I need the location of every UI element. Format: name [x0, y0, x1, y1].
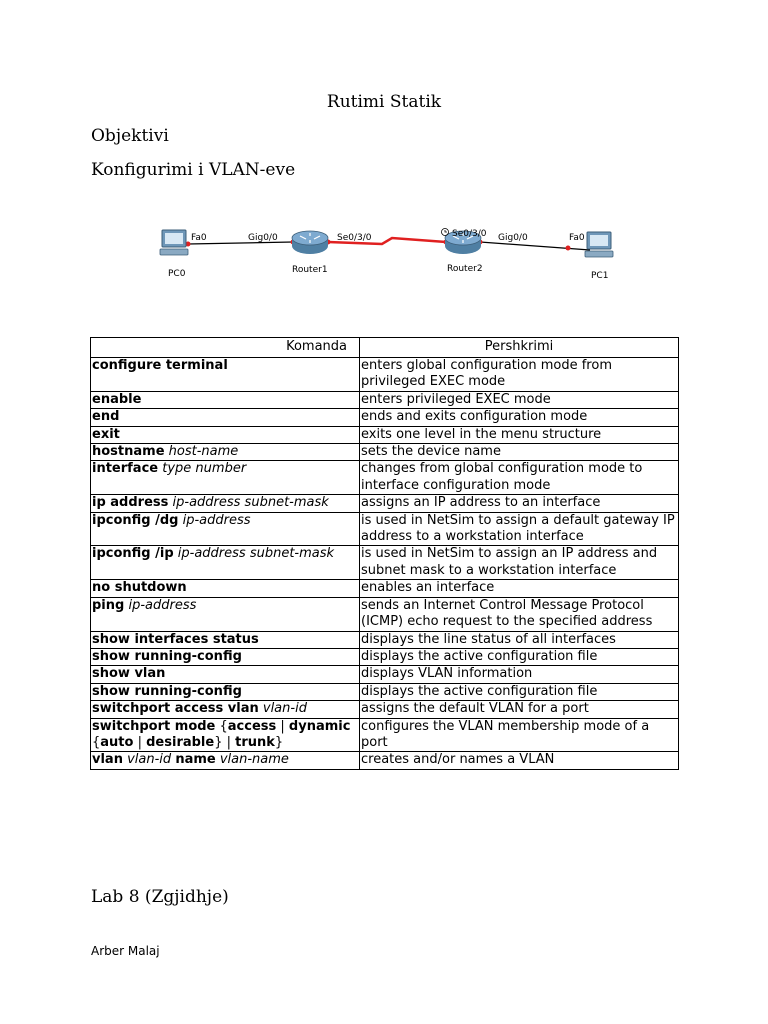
command-cell	[91, 409, 360, 426]
command-table	[90, 337, 679, 770]
pc1-port-label: Fa0	[569, 233, 585, 243]
command-argument: ip-address	[182, 512, 251, 528]
command-cell	[91, 546, 360, 580]
command-cell	[91, 426, 360, 443]
description-cell: enters privileged EXEC mode	[360, 391, 679, 408]
command-keyword: ip address	[92, 495, 169, 511]
pc0-port-label: Fa0	[191, 233, 207, 243]
command-keyword: end	[92, 409, 120, 425]
description-cell: sets the device name	[360, 444, 679, 461]
command-keyword: ping	[92, 597, 125, 613]
command-argument: vlan-id	[262, 701, 307, 717]
command-argument: ip-address	[128, 597, 197, 613]
router1-label: Router1	[292, 265, 328, 275]
table-row	[91, 718, 679, 752]
command-keyword: vlan	[92, 752, 123, 768]
description-cell: displays the line status of all interfaces	[360, 631, 679, 648]
command-cell	[91, 444, 360, 461]
command-argument: vlan-name	[219, 752, 289, 768]
command-cell	[91, 701, 360, 718]
command-keyword: no shutdown	[92, 580, 187, 596]
description-cell: creates and/or names a VLAN	[360, 752, 679, 769]
command-cell	[91, 597, 360, 631]
port-dot	[566, 246, 571, 251]
table-row	[91, 701, 679, 718]
router2-port-right-label: Gig0/0	[498, 233, 528, 243]
table-row	[91, 546, 679, 580]
description-cell: changes from global configuration mode to interface configuration mode	[360, 461, 679, 495]
pc1-label: PC1	[591, 271, 609, 281]
command-argument: ip-address subnet-mask	[177, 546, 335, 562]
command-cell	[91, 495, 360, 512]
command-cell	[91, 580, 360, 597]
description-cell: is used in NetSim to assign a default gateway IP address to a workstation interface	[360, 512, 679, 546]
table-row	[91, 391, 679, 408]
table-row	[91, 752, 679, 769]
router1-port-left-label: Gig0/0	[248, 233, 278, 243]
command-keyword: show interfaces status	[92, 631, 259, 647]
description-cell: displays VLAN information	[360, 666, 679, 683]
router1-port-right-label: Se0/3/0	[337, 233, 372, 243]
table-row	[91, 666, 679, 683]
description-cell: is used in NetSim to assign an IP address and subnet mask to a workstation interface	[360, 546, 679, 580]
column-header-command: Komanda	[91, 338, 360, 358]
router2-port-left-label: Se0/3/0	[452, 229, 487, 239]
command-keyword: enable	[92, 391, 142, 407]
description-cell: sends an Internet Control Message Protocol (ICMP) echo request to the specified address	[360, 597, 679, 631]
command-text: {	[215, 718, 228, 734]
command-cell	[91, 683, 360, 700]
vlan-config-heading: Konfigurimi i VLAN-eve	[91, 160, 296, 180]
router-icon	[292, 231, 328, 254]
command-text: } |	[214, 734, 236, 750]
command-keyword: switchport access vlan	[92, 701, 259, 717]
table-row	[91, 358, 679, 392]
column-header-description: Pershkrimi	[360, 338, 679, 358]
command-cell	[91, 631, 360, 648]
command-table-body	[91, 358, 679, 770]
command-keyword: show running-config	[92, 683, 242, 699]
command-cell	[91, 752, 360, 769]
command-cell	[91, 648, 360, 665]
pc-icon	[160, 230, 188, 255]
command-cell	[91, 512, 360, 546]
command-keyword: interface	[92, 461, 159, 477]
table-row	[91, 512, 679, 546]
table-row	[91, 444, 679, 461]
command-keyword: configure terminal	[92, 358, 228, 373]
command-cell	[91, 461, 360, 495]
description-cell: displays the active configuration file	[360, 648, 679, 665]
command-keyword: desirable	[146, 734, 215, 750]
table-row	[91, 597, 679, 631]
command-keyword: show running-config	[92, 648, 242, 664]
command-keyword: access	[227, 718, 277, 734]
objectives-heading: Objektivi	[91, 126, 169, 146]
author-name: Arber Malaj	[91, 944, 160, 958]
description-cell: ends and exits configuration mode	[360, 409, 679, 426]
ethernet-link-router2-pc1	[480, 242, 590, 250]
clock-icon	[442, 229, 449, 236]
description-cell: exits one level in the menu structure	[360, 426, 679, 443]
description-cell: displays the active configuration file	[360, 683, 679, 700]
command-keyword: dynamic	[288, 718, 351, 734]
command-keyword: switchport mode	[92, 718, 216, 734]
command-cell	[91, 391, 360, 408]
table-row	[91, 409, 679, 426]
table-header-row	[91, 338, 679, 358]
table-row	[91, 580, 679, 597]
pc-icon	[585, 232, 613, 257]
command-cell	[91, 718, 360, 752]
command-argument: type number	[162, 461, 247, 477]
command-keyword: show vlan	[92, 666, 166, 682]
description-cell: enters global configuration mode from privileged EXEC mode	[360, 358, 679, 392]
command-text: {	[92, 734, 101, 750]
table-row	[91, 683, 679, 700]
command-argument: ip-address subnet-mask	[172, 495, 329, 511]
command-keyword: name	[175, 752, 216, 768]
description-cell: assigns the default VLAN for a port	[360, 701, 679, 718]
command-cell	[91, 358, 360, 392]
command-argument: vlan-id	[127, 752, 172, 768]
command-keyword: ipconfig /ip	[92, 546, 174, 562]
command-keyword: auto	[100, 734, 134, 750]
table-row	[91, 495, 679, 512]
command-argument: host-name	[168, 444, 239, 460]
command-text: |	[276, 718, 289, 734]
table-row	[91, 648, 679, 665]
table-row	[91, 461, 679, 495]
command-keyword: ipconfig /dg	[92, 512, 179, 528]
description-cell: enables an interface	[360, 580, 679, 597]
pc0-label: PC0	[168, 269, 186, 279]
table-row	[91, 631, 679, 648]
document-title: Rutimi Statik	[326, 92, 442, 112]
command-keyword: hostname	[92, 444, 165, 460]
command-keyword: exit	[92, 426, 120, 442]
router2-label: Router2	[447, 264, 483, 274]
lab-heading: Lab 8 (Zgjidhje)	[91, 887, 229, 907]
network-topology-diagram	[150, 218, 630, 288]
description-cell: configures the VLAN membership mode of a port	[360, 718, 679, 752]
table-row	[91, 426, 679, 443]
command-keyword: trunk	[235, 734, 275, 750]
command-text: |	[133, 734, 147, 750]
command-text: }	[274, 734, 284, 750]
command-cell	[91, 666, 360, 683]
description-cell: assigns an IP address to an interface	[360, 495, 679, 512]
